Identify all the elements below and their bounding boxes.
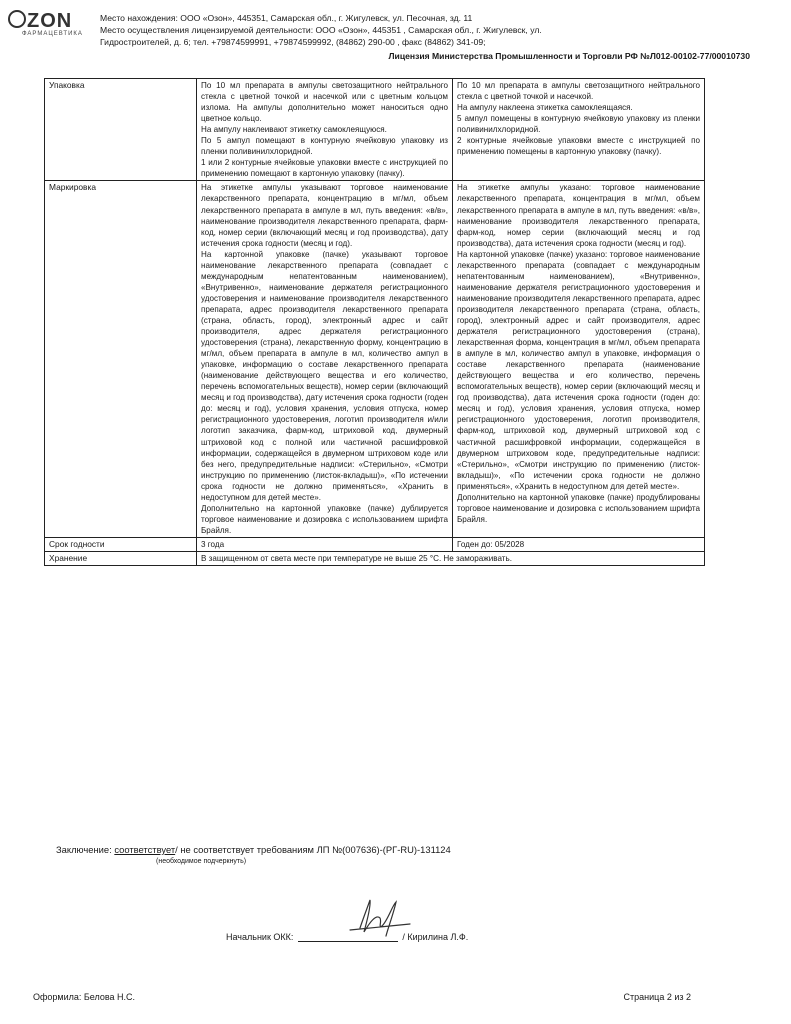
row-label-shelf-life: Срок годности [45,537,197,551]
document-header [100,12,750,62]
conclusion-prefix: Заключение: [56,844,115,855]
row-label-packaging: Упаковка [45,79,197,181]
marking-requirement: На этикетке ампулы указывают торговое наименование лекарственного препарата, концентрацию в мг/мл, объем лекарственного препарата в ампуле в мл, путь введения: «в/в», наименование производителя лекарственного препарата, фарм-код, номер серии (включающий месяц и год производства), дату истечения срока годности (месяц и год). На картонной упаковке (пачке) указывают торговое наименование лекарственного препарата (совпадает с международным непатентованным наименованием), «Внутривенно», наименование держателя регистрационного удостоверения и наименование производителя лекарственного препарата, адрес производителя лекарственного препарата (страна, область, город), электронный адрес и сайт производителя, адрес держателя регистрационного удостоверения (страна), лекарственную форму, концентрацию в мг/мл, объем препарата в ампуле в мл, количество ампул в упаковке, информацию о составе лекарственного препарата (наименование действующего вещества и его количество, перечень вспомогательных веществ), номер серии (включающий месяц и год производства), дату истечения срока годности (годен до: месяц и год), условия хранения, условия отпуска, номер регистрационного удостоверения, логотип производителя и/или логотип заказчика, фарм-код, штриховой код, двумерный штриховой код с полной или частичной расшифровкой информации, содержащейся в двумерном штриховом коде или без него, предупредительные надписи: «Стерильно», «Смотри инструкцию по применению (листок-вкладыш)», «По истечении срока годности не должно применяться», «Хранить в недоступном для детей месте». Дополнительно на картонной упаковке (пачке) дублируется торговое наименование и дозировка с использованием шрифта Брайля. [197,181,453,538]
conclusion-rest: / не соответствует требованиям ЛП №(007636)-(РГ-RU)-131124 [175,844,451,855]
conclusion-note: (необходимое подчеркнуть) [156,858,247,865]
conclusion [56,844,451,855]
packaging-result: По 10 мл препарата в ампулы светозащитного нейтрального стекла с цветной точкой и насечкой. На ампулу наклеена этикетка самоклеящаяся. 5 ампул помещены в контурную ячейковую упаковку из пленки поливинилхлоридной. 2 контурные ячейковые упаковки вместе с инструкцией по применению помещены в картонную упаковку (пачку). [453,79,705,181]
table-row-marking [45,181,705,538]
header-line-3: Гидростроителей, д. 6; тел. +79874599991, +79874599992, (84862) 290-00 , факс (84862) 341-09; [100,37,486,47]
specification-table [44,78,705,566]
shelf-life-requirement: 3 года [197,537,453,551]
packaging-requirement: По 10 мл препарата в ампулы светозащитного нейтрального стекла с цветной точкой и насечкой или с цветным кольцом излома. На ампулы дополнительно может наноситься одно цветное кольцо. На ампулу наклеивают этикетку самоклеящуюся. По 5 ампул помещают в контурную ячейковую упаковку из пленки поливинилхлоридной. 1 или 2 контурные ячейковые упаковки вместе с инструкцией по применению помещают в картонную упаковку (пачку). [197,79,453,181]
table-row-shelf-life [45,537,705,551]
prepared-by: Оформила: Белова Н.С. [33,992,136,1002]
logo-mark-text: ZON [27,10,73,32]
table-row-storage [45,551,705,565]
logo-o-shape [8,10,26,28]
header-line-2: Место осуществления лицензируемой деятельности: ООО «Озон», 445351 , Самарская обл., г. Жигулевск, ул. [100,25,542,35]
header-line-1: Место нахождения: ООО «Озон», 445351, Самарская обл., г. Жигулевск, ул. Песочная, зд. 11 [100,13,473,23]
logo-mark [8,10,88,33]
storage-conditions: В защищенном от света месте при температуре не выше 25 °С. Не замораживать. [197,551,705,565]
row-label-storage: Хранение [45,551,197,565]
signature-name: / Кирилина Л.Ф. [402,932,469,942]
license-line: Лицензия Министерства Промышленности и Торговли РФ №Л012-00102-77/00010730 [388,51,750,61]
signature-line [298,941,398,942]
logo-subtitle: ФАРМАЦЕВТИКА [22,31,83,37]
table-row-packaging [45,79,705,181]
marking-result: На этикетке ампулы указано: торговое наименование лекарственного препарата, концентрация в мг/мл, объем лекарственного препарата в ампуле в мл, путь введения: «в/в», наименование производителя лекарственного препарата, фарм-код, номер серии (включающий месяц и год производства), дата истечения срока годности (месяц и год). На картонной упаковке (пачке) указано: торговое наименование лекарственного препарата (совпадает с международным непатентованным наименованием), «Внутривенно», наименование держателя регистрационного удостоверения и наименование производителя лекарственного препарата, адрес производителя лекарственного препарата (страна, область, город), электронный адрес и сайт производителя, адрес держателя регистрационного удостоверения (страна), лекарственная форма, концентрация в мг/мл, объем препарата в ампуле в мл, количество ампул в упаковке, информация о составе лекарственного препарата (наименование действующего вещества и его количество, перечень вспомогательных веществ), номер серии (включающий месяц и год производства), дата истечения срока годности (годен до: месяц и год), условия хранения, условия отпуска, номер регистрационного удостоверения, логотип производителя, фарм-код, штриховой код, двумерный штриховой код с частичной расшифровкой информации, содержащейся в двумерном штриховом коде, предупредительные надписи: «Стерильно», «Смотри инструкцию по применению (листок-вкладыш)», «По истечении срока годности не должно применяться», «Хранить в недоступном для детей месте». Дополнительно на картонной упаковке (пачке) продублированы торговое наименование и дозировка с использованием шрифта Брайля. [453,181,705,538]
company-logo [8,10,88,37]
row-label-marking: Маркировка [45,181,197,538]
signature-title: Начальник ОКК: [226,932,294,942]
shelf-life-result: Годен до: 05/2028 [453,537,705,551]
page-number: Страница 2 из 2 [623,992,691,1002]
conclusion-match: соответствует [114,844,176,855]
signature-row [226,932,468,942]
